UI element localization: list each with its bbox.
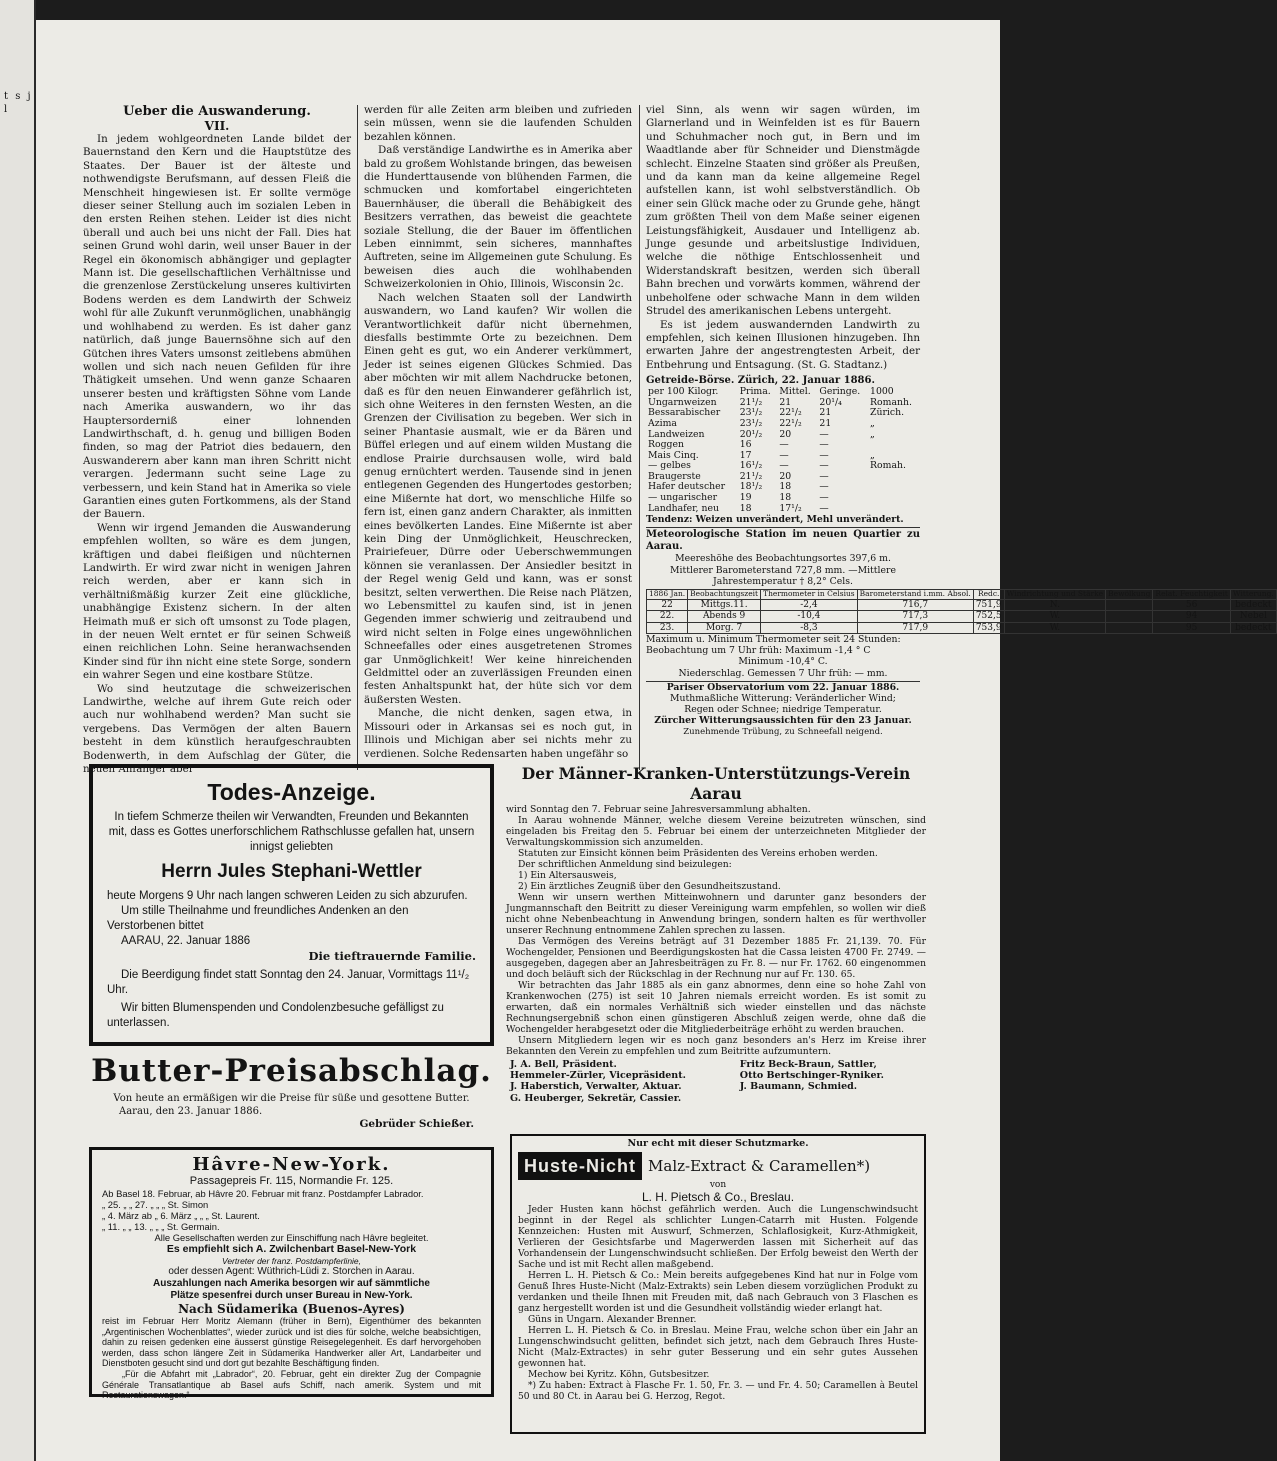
left-page-edge: t s j l	[0, 0, 36, 1461]
meteo-cell: Nebel	[1230, 611, 1276, 623]
market-cell: —	[779, 460, 789, 472]
article-title: Ueber die Auswanderung.	[123, 104, 311, 119]
meteo-cell: 94	[1153, 611, 1230, 623]
market-header-row: per 100 Kilogr. Prima. Mittel. Geringe. 1000	[648, 386, 894, 398]
market-cell: —	[819, 502, 829, 514]
article-column-3: viel Sinn, als wenn wir sagen würden, im Glarnerland und in Weinfelden ist es für Bauern und Schuhmacher noch gut, in Bern und im Waadtlande aber für Schneider und Dienstmägde schlecht. Einzelne Staaten sind größer als Preußen, und da kann man da keine allgemeine Regel aufstellen kann, ist wohl selbstverständlich. Ob einer sein Glück mache oder zu Grunde gehe, hängt zum größten Theil von dem Maße seiner eigenen Leistungsfähigkeit, Ausdauer und Intelligenz ab. Junge gesunde und arbeitslustige Individuen, welche die nöthige Entschlossenheit und Widerstandskraft besitzen, werden sich überall Bahn brechen und vorwärts kommen, während der unbeholfene oder schwache Mann in dem wilden Strudel des amerikanischen Lebens untergeht. Es ist jedem auswandernden Landwirth zu empfehlen, sich keinen Illusionen hinzugeben. Ihn erwarten Jahre der angestrengtesten Arbeit, der Entbehrung und Entsagung. (St. G. Stadtanz.) Getreide-Börse. Zürich, 22. Januar 1886. per 100 Kilogr. Prima. Mittel. Geringe. 1000 Ungarnweizen 21¹/₂ 21 20¹/₄ Romanh. Bessarabischer 23¹/₂ 22¹/₂ 21 Zürich. Azima 23¹/₂ 22¹/₂ 21 „ Landweizen 20¹/₂ 20 — „ Roggen 16 — — Mais Cinq. 17 — — „ — gelbes 16¹/₂ — — Romah. Braugerste 21¹/₂ 20 — Hafer deutscher 18¹/₂ 18 — — ungarischer 19 18 — Landhafer, neu 18 17¹/₂ — Tendenz: Weizen unverändert, Mehl unverändert. Meteorologische Station im neuen Quartier zu Aarau. Meereshöhe des Beobachtungsortes 397,6 m. Mittlerer Barometerstand 727,8 mm. —Mittlere Jahrestemperatur † 8,2° Cels. 1886 Jan. Beobachtungszeit Thermometer in Celsius Barometerstand i.mm. Absol. Redc. Windrichtung und Stärke Bewölkung Relat. Feuchtigkeit Witterung. 22 Mittgs.11. -2,4 716,7 751,9 N. 56 bedeckt 22. Abends 9 -10,4 717,3 752,5 W. 94 Nebel 23. Morg. 7 -8,3 717,9 753,9 W. 95 bedeckt Maximum u. Minimum Thermometer seit 24 Stunden: Beobachtung um 7 Uhr früh: Maximum -1,4 ° C Minimum -10,4° C. Niederschlag. Gemessen 7 Uhr früh: — mm. Pariser Observatorium vom 22. Januar 1886. Muthmaßliche Witterung: Veränderlicher Wind; Regen oder Schnee; niedrige Temperatur. Zürcher Witterungsaussichten für den 23 Januar. Zunehmende Trübung, zu Schneefall neigend.	[646, 104, 920, 774]
huste-paragraph: Herren L. H. Pietsch & Co. in Breslau. Meine Frau, welche schon über ein Jahr an Lungenschwindsucht gelitten, befindet sich jetzt, nach dem Gebrauch Ihres Huste-Nicht (Malz-Extractes) in sehr guter Besserung und ein sehr gutes Aussehen gewonnen hat.	[518, 1326, 918, 1369]
article-paragraph: Es ist jedem auswandernden Landwirth zu empfehlen, sich keinen Illusionen hinzugeben. Ihn erwarten Jahre der angestrengtesten Arbeit, der Entbehrung und Entsagung. (St. G. Stadtanz.)	[646, 318, 920, 371]
meteo-cell: 23.	[647, 622, 688, 634]
meteo-cell: 716,7	[857, 599, 973, 611]
meteo-cell: Mittgs.11.	[688, 599, 761, 611]
article-column-1	[83, 104, 351, 774]
signer-name: G. Heuberger, Sekretär, Cassier.	[510, 1092, 682, 1104]
signer-name: Otto Bertschinger-Ryniker.	[739, 1070, 884, 1082]
meteo-cell: -2,4	[761, 599, 858, 611]
verein-paragraph: Statuten zur Einsicht können beim Präsidenten des Vereins erhoben werden.	[518, 848, 878, 859]
signer-name: Fritz Beck-Braun, Sattler,	[739, 1059, 877, 1070]
verein-paragraph: Der schriftlichen Anmeldung sind beizulegen:	[518, 859, 732, 870]
meteo-cell: 22.	[647, 611, 688, 623]
meteo-cell: -10,4	[761, 611, 858, 623]
verein-paragraph: Das Vermögen des Vereins beträgt auf 31 Dezember 1885 Fr. 21,139. 70. Für Wochengelder, Pensionen und Beerdigungskosten hat die Cassa leisten 4700 Fr. 2749. — ausgegeben, dagegen aber an Jahresbeiträgen zu Fr. 8. — nur Fr. 1762. 60 eingenommen und doch beläuft sich der Rückschlag in der Rechnung nur auf Fr. 130. 65.	[506, 936, 926, 980]
market-cell: 16¹/₂	[739, 460, 763, 472]
meteo-cell: Morg. 7	[688, 622, 761, 634]
signer-row	[506, 1070, 926, 1081]
market-cell: 17	[739, 449, 752, 461]
market-cell: 19	[739, 492, 752, 504]
market-cell	[868, 493, 920, 504]
meteo-cell: W.	[1004, 611, 1106, 623]
newspaper-page	[36, 20, 1274, 1461]
article-paragraph: In jedem wohlgeordneten Lande bildet der Bauernstand den Kern und die Hauptstütze des Staates. Der Bauer ist der älteste und nothwendigste Berufsmann, auf dessen Fleiß die Menschheit hingewiesen ist. Er sollte vermöge dieser seiner Stellung auch im sozialen Leben in den ersten Reihen stehen. Leider ist dies nicht überall und auch bei uns nicht der Fall. Dies hat seinen Grund wohl darin, weil unser Bauer in der Regel ein ökonomisch abhängiger und geplagter Mann ist. Die gesellschaftlichen Verhältnisse und die grenzenlose Zerstückelung unseres kultivirten Bodens werden es dem Landwirth der Schweiz wohl für alle Zukunft verunmöglichen, unabhängig und wohlhabend zu werden. Es ist daher ganz natürlich, daß junge Bauernsöhne sich auf den Gütchen ihres Vaters umsonst zeitlebens abmühen wollen und sich nach neuen Gefilden für ihre Thätigkeit umsehen. Und wenn ganze Schaaren unserer besten und kräftigsten Söhne vom Lande nach Amerika auswandern, wo ihr das Hauptersorderniß einer lohnenden Landwirthschaft, d. h. genug und billigen Boden finden, so mag der Patriot dies bedauern, den Auswanderern aber kann man ihren Schritt nicht verargen. Jedermann sucht seine Lage zu verbessern, und kein Stand hat in Amerika so viele Garantien eines guten Fortkommens, als der Stand der Bauern.	[83, 133, 351, 521]
market-cell: 21	[819, 417, 832, 429]
meteo-cell: W.	[1004, 622, 1106, 634]
market-row	[646, 504, 920, 515]
signer-name: J. Haberstich, Verwalter, Aktuar.	[510, 1081, 682, 1093]
article-paragraph: Manche, die nicht denken, sagen etwa, in Missouri oder in Arkansas sei es noch gut, in Illinois und Michigan aber sei nichts mehr zu verdienen. Solche Redensarten haben ungefähr so	[364, 707, 632, 760]
market-cell: „	[870, 428, 875, 440]
market-title: Getreide-Börse. Zürich, 22. Januar 1886.	[646, 375, 875, 387]
meteo-cell: Abends 9	[688, 611, 761, 623]
market-cell: 23¹/₂	[739, 417, 763, 429]
market-cell: 22¹/₂	[779, 407, 802, 419]
market-cell: — ungarischer	[648, 492, 718, 504]
article-paragraph: Wo sind heutzutage die schweizerischen Landwirthe, welche auf ihrem Gute reich oder auch nur wohlhabend werden? Man sucht sie vergebens. Das Vermögen der alten Bauern besteht in dem künstlich heraufgeschraubten Bodenwerth, in dem Aufschlag der Güter, die neuen Anfänger aber	[83, 682, 351, 776]
butter-title: Butter-Preisabschlag.	[91, 1053, 492, 1089]
market-cell: 21¹/₂	[739, 396, 763, 408]
signer-row	[506, 1059, 926, 1070]
butter-ad: Butter-Preisabschlag. Von heute an ermäßigen wir die Preise für süße und gesottene Butter. Aarau, den 23. Januar 1886. Gebrüder Schießer.	[89, 1050, 494, 1146]
meteo-cell	[1106, 599, 1153, 611]
market-cell: 23¹/₂	[739, 407, 763, 419]
market-cell: Mais Cinq.	[648, 449, 699, 461]
verein-paragraph: Unsern Mitgliedern legen wir es noch ganz besonders an's Herz im Kreise ihrer Bekannten den Verein zu empfehlen und zum Beitritte aufzumuntern.	[506, 1035, 926, 1057]
meteo-cell: 717,3	[857, 611, 973, 623]
meteo-cell: 753,9	[973, 622, 1004, 634]
death-notice-title: Todes-Anzeige.	[207, 779, 376, 805]
meteo-cell: bedeckt	[1230, 622, 1276, 634]
market-cell: —	[819, 428, 829, 440]
market-row	[646, 419, 920, 430]
market-cell: 22¹/₂	[779, 417, 802, 429]
meteo-cell: bedeckt	[1230, 599, 1276, 611]
signer-name: Hemmeler-Zürler, Vicepräsident.	[510, 1070, 686, 1082]
huste-nicht-logo: Huste-Nicht	[518, 1152, 642, 1180]
meteo-cell: 22	[647, 599, 688, 611]
havre-title: Hâvre-New-York.	[192, 1154, 391, 1175]
market-cell: 20	[779, 470, 792, 482]
market-cell: Hafer deutscher	[648, 481, 726, 493]
market-cell	[868, 440, 920, 451]
meteo-title: Meteorologische Station im neuen Quartier zu Aarau.	[646, 529, 920, 553]
market-cell: —	[779, 439, 789, 451]
market-cell: —	[819, 449, 829, 461]
market-cell: Landweizen	[648, 428, 705, 440]
market-cell: Bessarabischer	[648, 407, 721, 419]
market-cell: 16	[739, 439, 752, 451]
verein-ad	[506, 764, 926, 1124]
market-cell: 21¹/₂	[739, 470, 763, 482]
signer-row	[506, 1081, 926, 1092]
market-cell: 21	[819, 407, 832, 419]
verein-title: Der Männer-Kranken-Unterstützungs-Verein Aarau	[521, 764, 911, 803]
market-cell: —	[779, 449, 789, 461]
meteo-row	[647, 611, 1277, 623]
meteo-header-row: 1886 Jan. Beobachtungszeit Thermometer in Celsius Barometerstand i.mm. Absol. Redc. Windrichtung und Stärke Bewölkung Relat. Feuchtigkeit Witterung.	[647, 590, 1277, 600]
article-paragraph: werden für alle Zeiten arm bleiben und zufrieden sein müssen, wenn sie die laufenden Schulden bezahlen können.	[364, 104, 632, 143]
meteo-cell: 56	[1153, 599, 1230, 611]
huste-nicht-ad: Nur echt mit dieser Schutzmarke. Huste-Nicht Malz-Extract & Caramellen*) von L. H. Pietsch & Co., Breslau. Jeder Husten kann höchst gefährlich werden. Auch die Lungenschwindsucht beginnt in der Regel als schlichter Lungen-Catarrh mit Husten. Folgende Kennzeichen: Husten mit Auswurf, Schmerzen, Schlaflosigkeit, Kurz-Athmigkeit, Verlieren der Gesichtsfarbe und Magerwerden lassen mit Sicherheit auf das Vorhandensein der Lungenschwindsucht schließen. Der Erfolg beweist den Werth der Sache und ist mit Recht allen maßgebend. Herren L. H. Pietsch & Co.: Mein bereits aufgegebenes Kind hat nur in Folge vom Genuß Ihres Huste-Nicht (Malz-Extrakts) sein Leben diesem vorzüglichen Produkt zu verdanken und theile Ihnen mit Freuden mit, daß nach Gebrauch von 3 Flaschen es ganz hergestellt worden ist und die Gesundheit vollständig wieder erlangt hat. Güns in Ungarn. Alexander Brenner. Herren L. H. Pietsch & Co. in Breslau. Meine Frau, welche schon über ein Jahr an Lungenschwindsucht gelitten, befindet sich jetzt, nach dem Gebrauch Ihres Huste-Nicht (Malz-Extractes) in sehr guter Besserung und ein sehr gutes Aussehen gewonnen hat. Mechow bei Kyritz. Köhn, Gutsbesitzer. *) Zu haben: Extract à Flasche Fr. 1. 50, Fr. 3. — und Fr. 4. 50; Caramellen à Beutel 50 und 80 Ct. in Aarau bei G. Herzog, Regot.	[510, 1134, 926, 1434]
verein-paragraph: Wenn wir unsern werthen Mitteinwohnern und darunter ganz besonders der Jungmannschaft den Beitritt zu dieser Vereinigung warm empfehlen, so wollen wir dieß nicht ohne Nebenbeachtung in Anwendung bringen, sondern halten es für werthvoller unserer Rechnung entnommene Zahlen sprechen zu lassen.	[506, 892, 926, 936]
market-cell: —	[819, 460, 829, 472]
meteo-cell: 751,9	[973, 599, 1004, 611]
meteo-cell: -8,3	[761, 622, 858, 634]
meteo-cell: 95	[1153, 622, 1230, 634]
meteo-table	[646, 589, 1277, 634]
market-cell: Braugerste	[648, 470, 701, 482]
huste-paragraph: Herren L. H. Pietsch & Co.: Mein bereits aufgegebenes Kind hat nur in Folge vom Genuß Ihres Huste-Nicht (Malz-Extrakts) sein Leben diesem vorzüglichen Produkt zu verdanken und theile Ihnen mit Freuden mit, daß nach Gebrauch von 3 Flaschen es ganz hergestellt worden ist und die Gesundheit vollständig wieder erlangt hat.	[518, 1271, 918, 1314]
market-cell: 20¹/₄	[819, 396, 842, 408]
meteo-cell: 752,5	[973, 611, 1004, 623]
verein-paragraph: wird Sonntag den 7. Februar seine Jahresversammlung abhalten.	[506, 804, 811, 815]
market-cell	[868, 482, 920, 493]
meteo-row	[647, 599, 1277, 611]
market-tendency: Tendenz: Weizen unverändert, Mehl unverändert.	[646, 514, 904, 526]
market-cell: 18	[779, 492, 792, 504]
meteo-row	[647, 622, 1277, 634]
column-rule	[639, 105, 640, 770]
article-number: VII.	[204, 119, 230, 133]
market-cell: Romah.	[870, 460, 906, 472]
market-cell: 18	[739, 502, 752, 514]
havre-ad: Hâvre-New-York. Passagepreis Fr. 115, Normandie Fr. 125. Ab Basel 18. Februar, ab Hâvre 20. Februar mit franz. Postdampfer Labrador. „ 25. „ „ 27. „ „ „ St. Simon „ 4. März ab „ 6. März „ „ „ St. Laurent. „ 11. „ „ 13. „ „ „ St. Germain. Alle Gesellschaften werden zur Einschiffung nach Hâvre begleitet. Es empfiehlt sich A. Zwilchenbart Basel-New-York Vertreter der franz. Postdampferlinie, oder dessen Agent: Wüthrich-Lüdi z. Storchen in Aarau. Auszahlungen nach Amerika besorgen wir auf sämmtliche Plätze spesenfrei durch unser Bureau in New-York. Nach Südamerika (Buenos-Ayres) reist im Februar Herr Moritz Alemann (früher in Bern), Eigenthümer des bekannten „Argentinischen Wochenblattes“, wieder zurück und ist dies für solche, welche beabsichtigen, dahin zu reisen gedenken eine äusserst günstige Reisegelegenheit. Es darf hervorgehoben werden, dass schon längere Zeit in Südamerika Handwerker aller Art, Landarbeiter und Dienstboten gesucht sind und dort gut bezahlte Beschäftigung finden. „Für die Abfahrt mit „Labrador“, 20. Februar, geht ein direkter Zug der Compagnie Générale Transatlantique ab Basel aufs Schiff, nach amerik. System und mit Restaurationswagen.“	[89, 1147, 494, 1397]
signer-name	[736, 1093, 926, 1104]
huste-paragraph: Mechow bei Kyritz. Köhn, Gutsbesitzer.	[528, 1370, 710, 1380]
meteo-cell	[1106, 611, 1153, 623]
market-cell: —	[819, 492, 829, 504]
verein-paragraph: In Aarau wohnende Männer, welche diesem Vereine beizutreten wünschen, sind eingeladen bis Freitag den 5. Februar bei einem der unterzeichneten Mitglieder der Verwaltungskommission sich anzumelden.	[506, 815, 926, 848]
signer-row	[506, 1093, 926, 1104]
verein-signers	[506, 1059, 926, 1104]
article-paragraph: Daß verständige Landwirthe es in Amerika aber bald zu großem Wohlstande bringen, das beweisen die Hunderttausende von blühenden Farmen, die schmucken und komfortabel eingerichteten Bauernhäuser, die überall die Behäbigkeit des Besitzers verrathen, das beweist die geachtete soziale Stellung, die der Bauer im öffentlichen Leben einnimmt, sein sicheres, mannhaftes Auftreten, seine im Allgemeinen gute Schulung. Es beweisen dies auch die wohlhabenden Schweizerkolonien in Ohio, Illinois, Wisconsin 2c.	[364, 144, 632, 291]
article-paragraph: Nach welchen Staaten soll der Landwirth auswandern, wo Land kaufen? Wir wollen die Verantwortlichkeit dafür nicht übernehmen, diesfalls bestimmte Orte zu bezeichnen. Dem Einen geht es gut, wo ein Anderer verkümmert, Jeder ist seines eigenen Glückes Schmied. Das aber möchten wir mit allem Nachdrucke betonen, daß es für den neuen Einwanderer gefährlich ist, sich ohne Weiteres in den fernsten Westen, an die Grenzen der Civilisation zu begeben. Wer sich in seiner Phantasie ausmalt, wie er da Bären und Büffel erlegen und auf einem wilden Mustang die endlose Prairie durchsausen wolle, wird bald genug ernüchtert werden. Tausende sind in jenen entlegenen Gegenden des Hungertodes gestorben; eine Mißernte hat dort, wo menschliche Hilfe so fern ist, einen ganz andern Charakter, als inmitten eines bevölkerten Landes. Eine Mißernte ist aber kein Ding der Unmöglichkeit, Heuschrecken, Prairiefeuer, Dürre oder Ueberschwemmungen können sie veranlassen. Der Ansiedler besitzt in der Regel wenig Geld und kann, was er sonst besitzt, selten verwerthen. Die Reise nach Plätzen, wo Lebensmittel zu kaufen sind, ist in jenen Gegenden immer schwierig und zeitraubend und wird nicht selten in Folge eines ungewöhnlichen Schneefalles oder eines ausgetretenen Stromes gar Unmöglichkeit! Wer keine hinreichenden Geldmittel oder an zuverlässigen Freunden einen festen Anhaltspunkt hat, der hüte sich vor dem äußersten Westen.	[364, 291, 632, 706]
article-column-2	[364, 104, 632, 774]
meteo-cell: N.	[1004, 599, 1106, 611]
market-cell: 17¹/₂	[779, 502, 802, 514]
market-cell: 21	[779, 396, 792, 408]
market-table	[646, 387, 920, 514]
article-paragraph: Wenn wir irgend Jemanden die Auswanderung empfehlen wollten, so wäre es dem jungen, kräftigen und dabei fleißigen und nüchternen Landwirth. Er wird zwar nicht in wenigen Jahren reich werden, aber er kann sich in verhältnißmäßig kurzer Zeit eine glückliche, unabhängige Existenz sichern. In der alten Heimath muß er sich oft umsonst zu Tode plagen, in der neuen Welt erntet er für seinen Schweiß einen reichlichen Lohn. Seine heranwachsenden Kinder sind für ihn nicht eine stete Sorge, sondern ein wahrer Segen und eine kostbare Stütze.	[83, 521, 351, 682]
huste-paragraph: Güns in Ungarn. Alexander Brenner.	[528, 1315, 697, 1325]
verein-paragraph: Wir betrachten das Jahr 1885 als ein ganz abnormes, denn eine so hohe Zahl von Krankenwochen (275) ist seit 10 Jahren niemals erreicht worden. Es ist somit zu erwarten, daß ein normales Verhältniß sich wieder einstellen und das nächste Rechnungsergebniß schon einen günstigeren Abschluß zeigen werde, ohne daß die Wochengelder herabgesetzt oder die Mitgliederbeiträge erhöht zu werden brauchen.	[506, 980, 926, 1035]
signer-name: J. A. Bell, Präsident.	[510, 1059, 617, 1070]
market-cell: —	[819, 481, 829, 493]
market-cell: Ungarnweizen	[648, 396, 717, 408]
verein-paragraph: 1) Ein Altersausweis,	[518, 870, 617, 881]
deceased-name: Herrn Jules Stephani-Wettler	[161, 861, 422, 882]
market-cell: „	[870, 417, 875, 429]
signer-name: J. Baumann, Schmied.	[739, 1081, 858, 1093]
huste-paragraph: Jeder Husten kann höchst gefährlich werden. Auch die Lungenschwindsucht beginnt in der Regel als schlichter Lungen-Catarrh mit Husten. Folgende Kennzeichen: Husten mit Auswurf, Schmerzen, Schlaflosigkeit, Kurz-Athmigkeit, Verlieren der Gesichtsfarbe und Magerwerden lassen mit Sicherheit auf das Vorhandensein der Lungenschwindsucht schließen. Der Erfolg beweist den Werth der Sache und ist mit Recht allen maßgebend.	[518, 1205, 918, 1270]
market-cell: —	[819, 470, 829, 482]
market-cell: Landhafer, neu	[648, 502, 719, 514]
market-cell: 20	[779, 428, 792, 440]
market-cell: Roggen	[648, 439, 684, 451]
market-cell: 18¹/₂	[739, 481, 763, 493]
market-cell: Romanh.	[870, 396, 912, 408]
market-cell: 20¹/₂	[739, 428, 763, 440]
market-cell: — gelbes	[648, 460, 691, 472]
huste-paragraph: *) Zu haben: Extract à Flasche Fr. 1. 50, Fr. 3. — und Fr. 4. 50; Caramellen à Beutel 50 und 80 Ct. in Aarau bei G. Herzog, Regot.	[518, 1381, 918, 1402]
market-cell	[868, 504, 920, 515]
market-cell: Zürich.	[870, 407, 905, 419]
market-cell: „	[870, 449, 875, 461]
death-notice: Todes-Anzeige. In tiefem Schmerze theilen wir Verwandten, Freunden und Bekannten mit, dass es Gottes unerforschlichem Rathschlusse gefallen hat, unsern innigst geliebten Herrn Jules Stephani-Wettler heute Morgens 9 Uhr nach langen schweren Leiden zu sich abzurufen. Um stille Theilnahme und freundliches Andenken an den Verstorbenen bittet AARAU, 22. Januar 1886 Die tieftrauernde Familie. Die Beerdigung findet statt Sonntag den 24. Januar, Vormittags 11¹/₂ Uhr. Wir bitten Blumenspenden und Condolenzbesuche gefälligst zu unterlassen.	[89, 764, 494, 1046]
market-cell	[868, 472, 920, 483]
verein-paragraph: 2) Ein ärztliches Zeugniß über den Gesundheitszustand.	[518, 881, 781, 892]
column-rule	[357, 105, 358, 770]
market-cell: Azima	[648, 417, 677, 429]
meteo-cell: 717,9	[857, 622, 973, 634]
market-cell: —	[819, 439, 829, 451]
market-cell: 18	[779, 481, 792, 493]
paris-title: Pariser Observatorium vom 22. Januar 1886.	[666, 681, 900, 693]
article-paragraph: viel Sinn, als wenn wir sagen würden, im Glarnerland und in Weinfelden ist es für Bauern und Schuhmacher noch gut, in Bern und im Waadtlande aber für Schneider und Dienstmägde schlecht. Einzelne Staaten sind größer als Preußen, und da kann man da keine allgemeine Regel aufstellen kann, ist wohl selbstverständlich. Ob einer sein Glück mache oder zu Grunde gehe, hängt zum größten Theil von dem Maße seiner eigenen Leistungsfähigkeit, Ausdauer und Intelligenz ab. Junge gesunde und arbeitslustige Individuen, welche die nöthige Entschlossenheit und Widerstandskraft besitzen, werden sich überall Bahn brechen und vorwärts kommen, während der unbeholfene oder schwache Mann in dem wilden Strudel des amerikanischen Lebens untergeht.	[646, 104, 920, 318]
meteo-cell	[1106, 622, 1153, 634]
